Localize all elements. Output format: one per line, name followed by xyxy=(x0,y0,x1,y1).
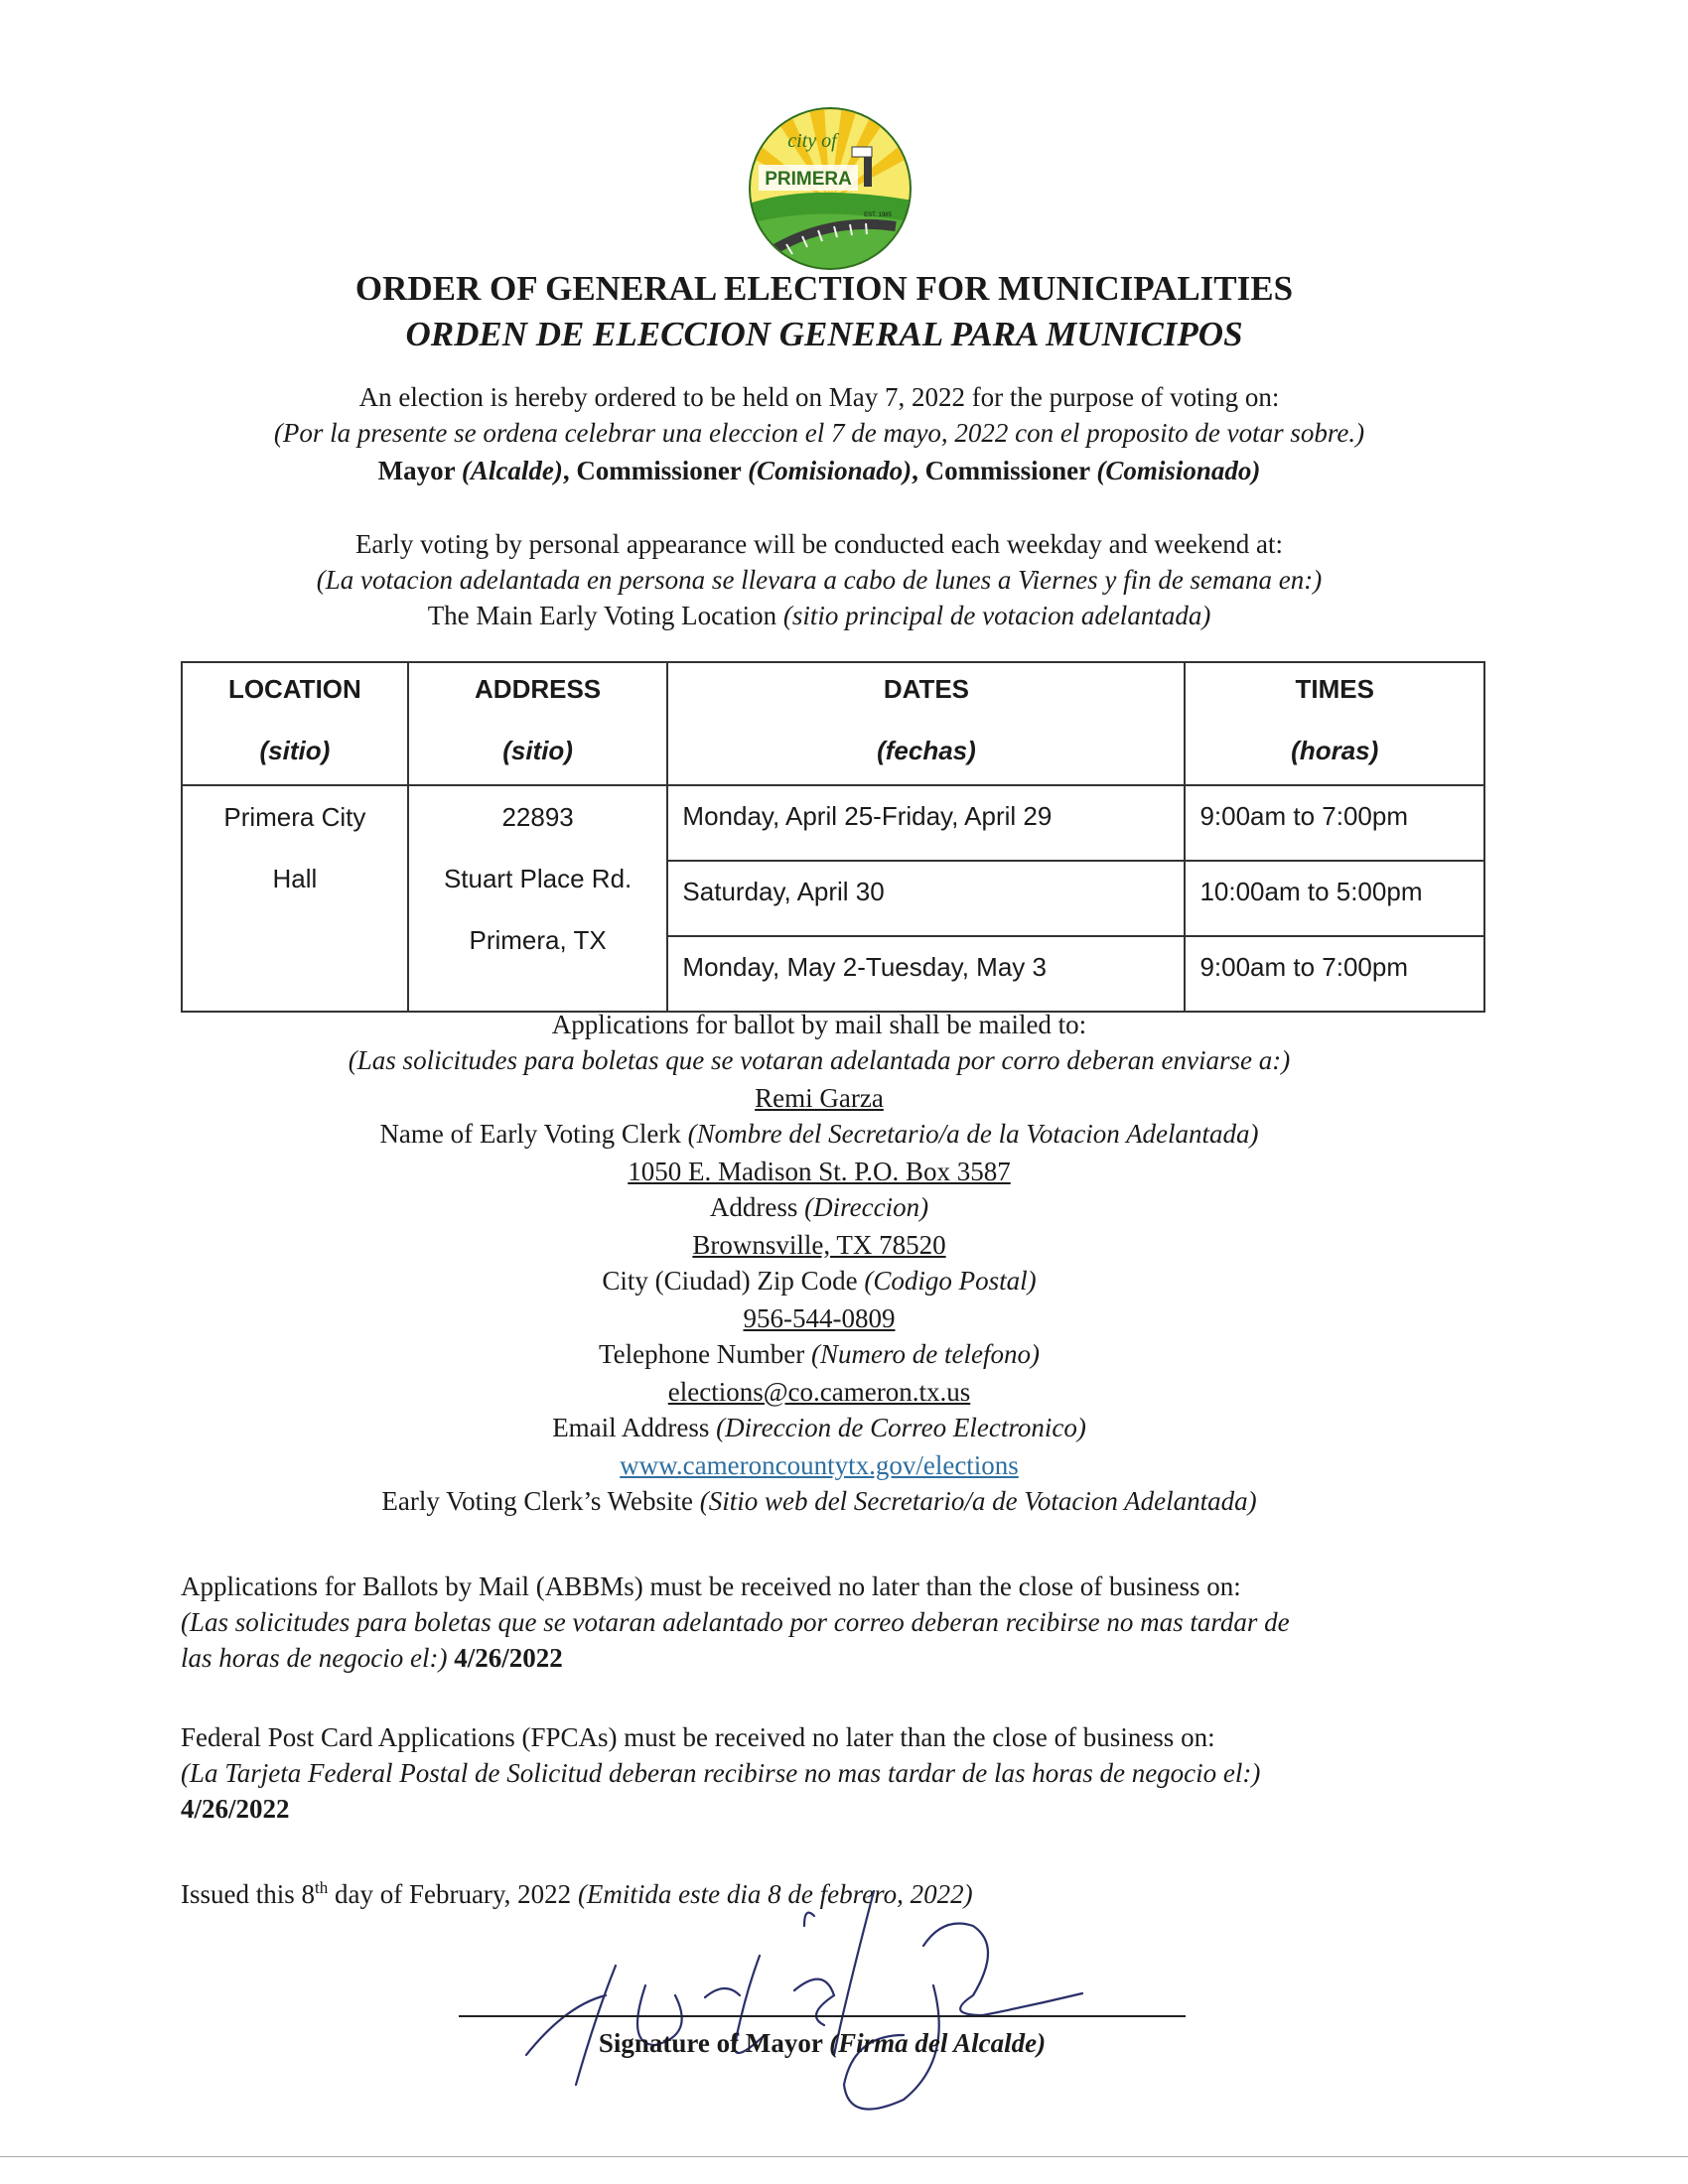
website-label: Early Voting Clerk’s Website (Sitio web del Secretario/a de Votacion Adelantada) xyxy=(381,1486,1257,1516)
intro-line-spanish: (Por la presente se ordena celebrar una eleccion el 7 de mayo, 2022 con el proposito de votar sobre.) xyxy=(273,418,1365,448)
header-location: LOCATION (sitio) xyxy=(182,662,408,785)
header-dates: DATES (fechas) xyxy=(667,662,1185,785)
fpca-spanish: (La Tarjeta Federal Postal de Solicitud deberan recibirse no mas tardar de las horas de negocio el:) xyxy=(181,1758,1261,1788)
office-commissioner-2-es: (Comisionado) xyxy=(1096,456,1261,485)
logo-city-of-text: city of xyxy=(787,130,837,152)
clerk-website-link[interactable]: www.cameroncountytx.gov/elections xyxy=(620,1450,1019,1480)
table-header-row xyxy=(182,662,1484,785)
intro-line-english: An election is hereby ordered to be held on May 7, 2022 for the purpose of voting on: xyxy=(358,382,1280,412)
address-cell xyxy=(408,785,668,1012)
early-voting-table xyxy=(181,661,1485,1013)
table-row xyxy=(182,785,1484,861)
times-cell: 9:00am to 7:00pm xyxy=(1185,936,1484,1012)
location-cell xyxy=(182,785,408,1012)
clerk-email[interactable]: elections@co.cameron.tx.us xyxy=(667,1377,971,1407)
address-line-2: Stuart Place Rd. xyxy=(443,864,633,893)
office-mayor-es: (Alcalde) xyxy=(461,456,563,485)
logo-primera-text: PRIMERA xyxy=(765,169,852,190)
signature-line xyxy=(459,2015,1186,2017)
address-label: Address (Direccion) xyxy=(709,1192,929,1222)
abbm-spanish-cont: las horas de negocio el:) 4/26/2022 xyxy=(181,1643,563,1673)
signature-label: Signature of Mayor (Firma del Alcalde) xyxy=(598,2028,1047,2058)
address-line-3: Primera, TX xyxy=(469,925,607,955)
office-mayor: Mayor xyxy=(377,456,456,485)
mayor-signature-scribble xyxy=(506,1886,1142,2124)
clerk-address: 1050 E. Madison St. P.O. Box 3587 xyxy=(628,1157,1011,1186)
clerk-phone: 956-544-0809 xyxy=(743,1303,896,1333)
title-english: ORDER OF GENERAL ELECTION FOR MUNICIPALITIES xyxy=(354,269,1294,308)
mail-intro-spanish: (Las solicitudes para boletas que se votaran adelantada por corro deberan enviarse a:) xyxy=(348,1045,1291,1075)
times-cell: 10:00am to 5:00pm xyxy=(1185,861,1484,936)
location-line-1: Primera City xyxy=(223,802,366,832)
abbm-spanish: (Las solicitudes para boletas que se votaran adelantado por correo deberan recibirse no mas tardar de xyxy=(181,1607,1290,1637)
location-line-2: Hall xyxy=(272,864,318,893)
abbm-english: Applications for Ballots by Mail (ABBMs) must be received no later than the close of business on: xyxy=(181,1571,1241,1601)
clerk-name: Remi Garza xyxy=(755,1083,884,1113)
early-voting-location-es: (sitio principal de votacion adelantada) xyxy=(782,601,1211,630)
header-times: TIMES (horas) xyxy=(1185,662,1484,785)
mail-intro-english: Applications for ballot by mail shall be mailed to: xyxy=(551,1010,1087,1039)
page-bottom-rule xyxy=(0,2156,1688,2157)
title-spanish: ORDEN DE ELECCION GENERAL PARA MUNICIPOS xyxy=(405,315,1243,353)
dates-cell: Monday, May 2-Tuesday, May 3 xyxy=(667,936,1185,1012)
clerk-city-zip: Brownsville, TX 78520 xyxy=(692,1230,946,1260)
offices-line: Mayor (Alcalde), Commissioner (Comisionado), Commissioner (Comisionado) xyxy=(377,456,1261,485)
office-commissioner-2: Commissioner xyxy=(924,456,1090,485)
city-seal-logo xyxy=(747,105,914,272)
office-commissioner-1: Commissioner xyxy=(576,456,742,485)
fpca-deadline: 4/26/2022 xyxy=(181,1794,290,1824)
email-label: Email Address (Direccion de Correo Electronico) xyxy=(552,1413,1086,1442)
early-voting-location-en: The Main Early Voting Location xyxy=(427,601,777,630)
office-commissioner-1-es: (Comisionado) xyxy=(748,456,913,485)
dates-cell: Monday, April 25-Friday, April 29 xyxy=(667,785,1185,861)
abbm-deadline: 4/26/2022 xyxy=(454,1643,563,1673)
dates-cell: Saturday, April 30 xyxy=(667,861,1185,936)
early-voting-spanish: (La votacion adelantada en persona se llevara a cabo de lunes a Viernes y fin de semana en:) xyxy=(316,565,1323,595)
issued-line: Issued this 8th day of February, 2022 (Emitida este dia 8 de febrero, 2022) xyxy=(181,1878,973,1909)
header-address: ADDRESS (sitio) xyxy=(408,662,668,785)
phone-label: Telephone Number (Numero de telefono) xyxy=(599,1339,1040,1369)
logo-est-text: EST. 1985 xyxy=(864,212,892,218)
early-voting-location-line xyxy=(0,598,1638,633)
fpca-english: Federal Post Card Applications (FPCAs) must be received no later than the close of business on: xyxy=(181,1722,1215,1752)
city-zip-label: City (Ciudad) Zip Code (Codigo Postal) xyxy=(602,1266,1037,1296)
early-voting-english: Early voting by personal appearance will be conducted each weekday and weekend at: xyxy=(354,529,1284,559)
times-cell: 9:00am to 7:00pm xyxy=(1185,785,1484,861)
address-line-1: 22893 xyxy=(501,802,574,832)
clerk-label: Name of Early Voting Clerk (Nombre del Secretario/a de la Votacion Adelantada) xyxy=(379,1119,1259,1149)
